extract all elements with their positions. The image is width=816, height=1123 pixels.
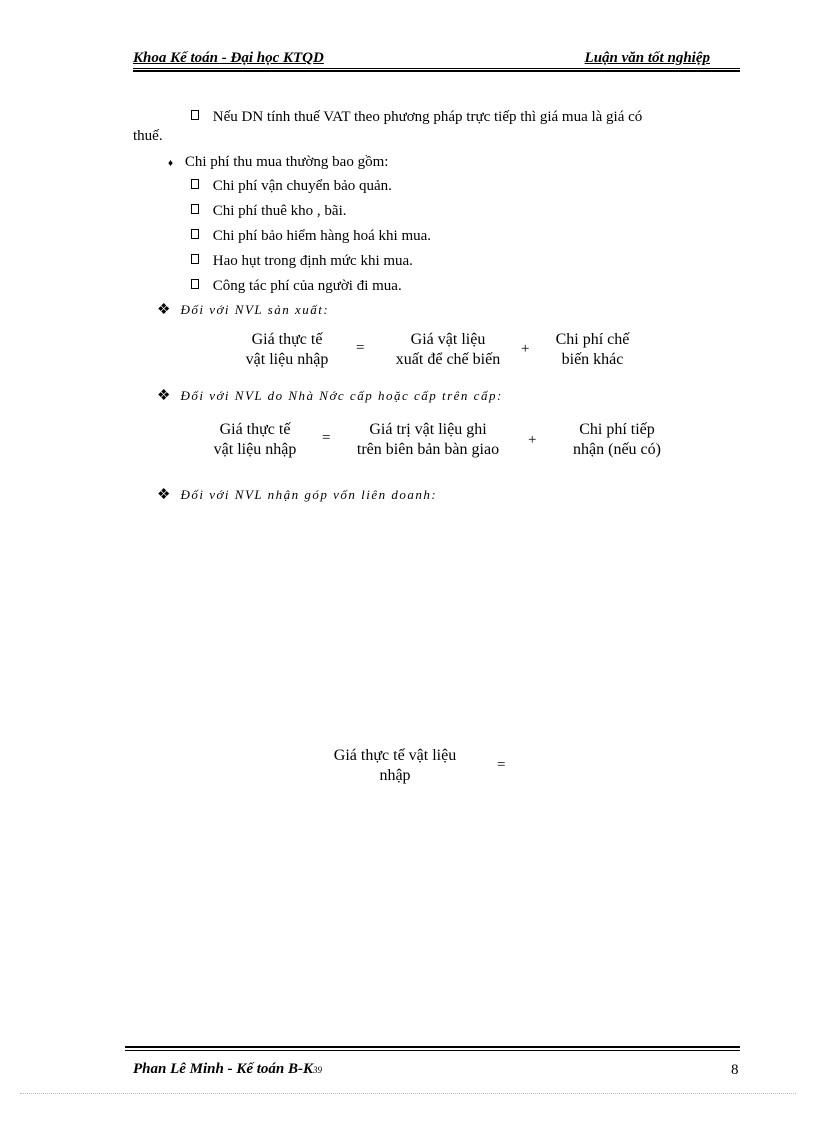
equals-sign: =	[497, 757, 506, 773]
footer-author	[133, 1061, 322, 1078]
four-star-bullet-icon: ❖	[157, 487, 171, 503]
list-item	[191, 277, 402, 295]
formula2-term2	[557, 420, 677, 460]
list-item-text: Chi phí thuê kho , bãi.	[212, 203, 347, 219]
footer-author-subscript: 39	[313, 1065, 323, 1075]
formula-text: Chi phí tiếp	[579, 421, 655, 438]
list-item	[191, 177, 392, 195]
list-item	[191, 202, 347, 220]
checkbox-bullet-icon	[191, 229, 199, 239]
formula-text: Giá thực tế	[251, 331, 323, 348]
formula-text: biến khác	[561, 351, 624, 368]
footer-author-text: Phan Lê Minh - Kế toán B-K	[133, 1061, 314, 1077]
checkbox-bullet-icon	[191, 279, 199, 289]
header-rule-thick	[133, 70, 740, 72]
formula3-lhs	[315, 746, 475, 786]
section-heading-text: Đối với NVL nhận góp vốn liên doanh:	[180, 487, 438, 502]
formula-text: nhập	[379, 767, 411, 784]
formula-text: Giá thực tế	[219, 421, 291, 438]
page-edge	[20, 1093, 796, 1094]
checkbox-bullet-icon	[191, 204, 199, 214]
formula-text: Giá thực tế vật liệu	[333, 747, 457, 764]
plus-sign: +	[528, 432, 537, 448]
formula-text: Giá vật liệu	[410, 331, 486, 348]
header-rule	[133, 68, 740, 69]
diamond-bullet-icon: ♦	[168, 158, 174, 169]
four-star-bullet-icon: ❖	[157, 388, 171, 404]
list-item-text: Hao hụt trong định mức khi mua.	[212, 253, 413, 269]
checkbox-bullet-icon	[191, 179, 199, 189]
section-heading-joint-venture	[157, 485, 437, 504]
paragraph-vat-line2: thuế.	[133, 128, 163, 144]
formula-text: vật liệu nhập	[213, 441, 297, 458]
header-right: Luận văn tốt nghiệp	[584, 50, 710, 66]
checkbox-bullet-icon	[191, 110, 199, 120]
paragraph-vat-line1: Nếu DN tính thuế VAT theo phương pháp trực tiếp thì giá mua là giá có	[212, 109, 643, 125]
formula-text: vật liệu nhập	[245, 351, 329, 368]
footer-rule	[125, 1050, 740, 1051]
list-item-text: Công tác phí của người đi mua.	[212, 278, 402, 294]
four-star-bullet-icon: ❖	[157, 302, 171, 318]
list-item-text: Chi phí bảo hiểm hàng hoá khi mua.	[212, 228, 432, 244]
list-item	[191, 227, 431, 245]
plus-sign: +	[521, 341, 530, 357]
section-heading-text: Đối với NVL sản xuất:	[180, 302, 330, 317]
section-heading-state	[157, 386, 503, 405]
formula1-term1	[378, 330, 518, 370]
equals-sign: =	[322, 430, 331, 446]
page-number: 8	[731, 1062, 739, 1078]
formula-text: Giá trị vật liệu ghi	[369, 421, 487, 438]
paragraph-vat	[191, 108, 741, 126]
equals-sign: =	[356, 340, 365, 356]
purchase-heading	[168, 153, 388, 173]
footer-rule-thick	[125, 1046, 740, 1048]
formula-text: Chi phí chế	[555, 331, 630, 348]
formula1-lhs	[222, 330, 352, 370]
header-left: Khoa Kế toán - Đại học KTQD	[133, 50, 324, 66]
formula-text: xuất để chế biến	[395, 351, 501, 368]
formula-text: trên biên bản bàn giao	[356, 441, 500, 458]
formula2-lhs	[194, 420, 316, 460]
list-item	[191, 252, 413, 270]
section-heading-production	[157, 300, 329, 319]
section-heading-text: Đối với NVL do Nhà Nớc cấp hoặc cấp trên cấp:	[180, 388, 503, 403]
formula2-term1	[338, 420, 518, 460]
formula-text: nhận (nếu có)	[573, 441, 661, 458]
formula1-term2	[540, 330, 645, 370]
checkbox-bullet-icon	[191, 254, 199, 264]
list-item-text: Chi phí vận chuyển bảo quản.	[212, 178, 392, 194]
purchase-heading-text: Chi phí thu mua thường bao gồm:	[184, 154, 389, 170]
